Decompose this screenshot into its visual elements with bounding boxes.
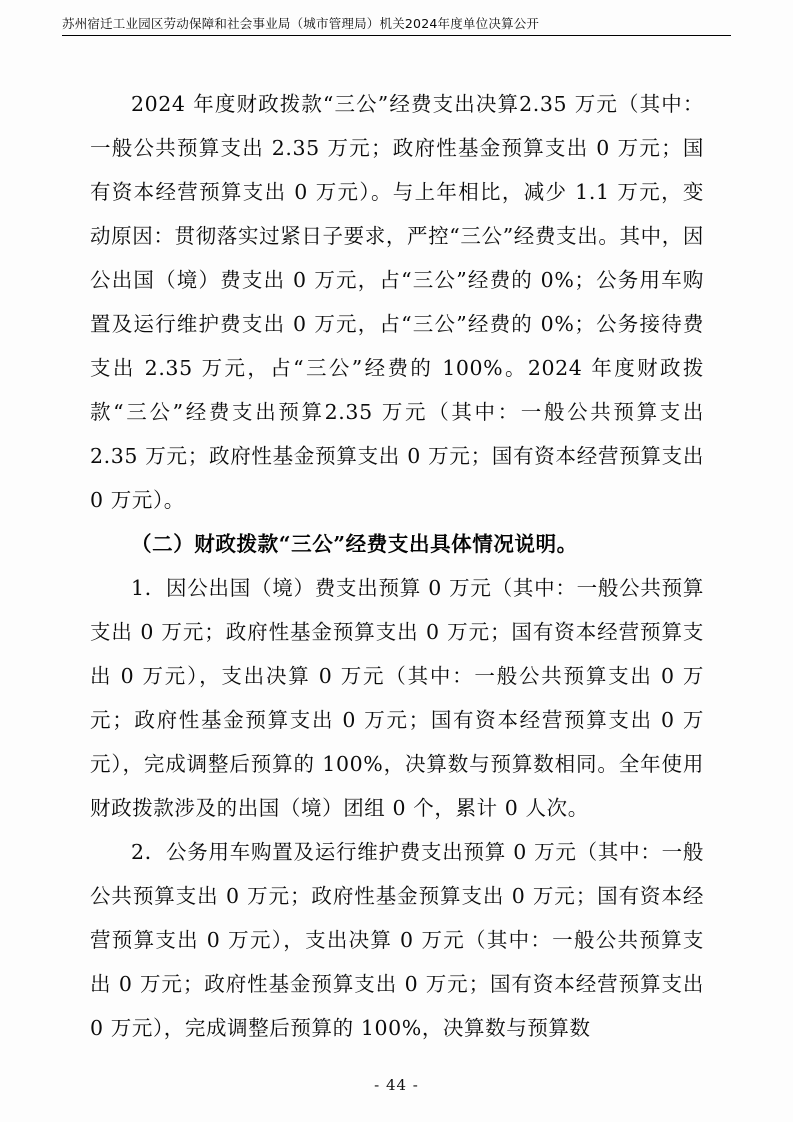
section-heading-three-public-funds-detail: （二）财政拨款“三公”经费支出具体情况说明。 — [131, 532, 578, 556]
paragraph-overseas-travel-expense: 1．因公出国（境）费支出预算 0 万元（其中：一般公共预算支出 0 万元；政府性基金预算支出 0 万元；国有资本经营预算支出 0 万元），支出决算 0 万元（其中：一般公共预算支出 0 万元；政府性基金预算支出 0 万元；国有资本经营预算支出 0 万元），完成调整后预算的 100%，决算数与预算数相同。全年使用财政拨款涉及的出国（境）团组 0 个，累计 0 人次。 — [90, 576, 704, 820]
document-body — [90, 82, 704, 1050]
page-number: - 44 - — [374, 1076, 419, 1094]
header-divider — [62, 35, 731, 36]
paragraph-three-public-funds-summary: 2024 年度财政拨款“三公”经费支出决算2.35 万元（其中：一般公共预算支出 2.35 万元；政府性基金预算支出 0 万元；国有资本经营预算支出 0 万元）。与上年相比，减少 1.1 万元，变动原因：贯彻落实过紧日子要求，严控“三公”经费支出。其中，因公出国（境）费支出 0 万元，占“三公”经费的 0%；公务用车购置及运行维护费支出 0 万元，占“三公”经费的 0%；公务接待费支出 2.35 万元，占“三公”经费的 100%。2024 年度财政拨款“三公”经费支出预算2.35 万元（其中：一般公共预算支出 2.35 万元；政府性基金预算支出 0 万元；国有资本经营预算支出 0 万元）。 — [90, 92, 704, 512]
paragraph-official-vehicle-expense: 2．公务用车购置及运行维护费支出预算 0 万元（其中：一般公共预算支出 0 万元；政府性基金预算支出 0 万元；国有资本经营预算支出 0 万元），支出决算 0 万元（其中：一般公共预算支出 0 万元；政府性基金预算支出 0 万元；国有资本经营预算支出 0 万元），完成调整后预算的 100%，决算数与预算数 — [90, 840, 704, 1040]
document-header-title: 苏州宿迁工业园区劳动保障和社会事业局（城市管理局）机关2024年度单位决算公开 — [62, 16, 540, 31]
page-header — [0, 0, 793, 40]
